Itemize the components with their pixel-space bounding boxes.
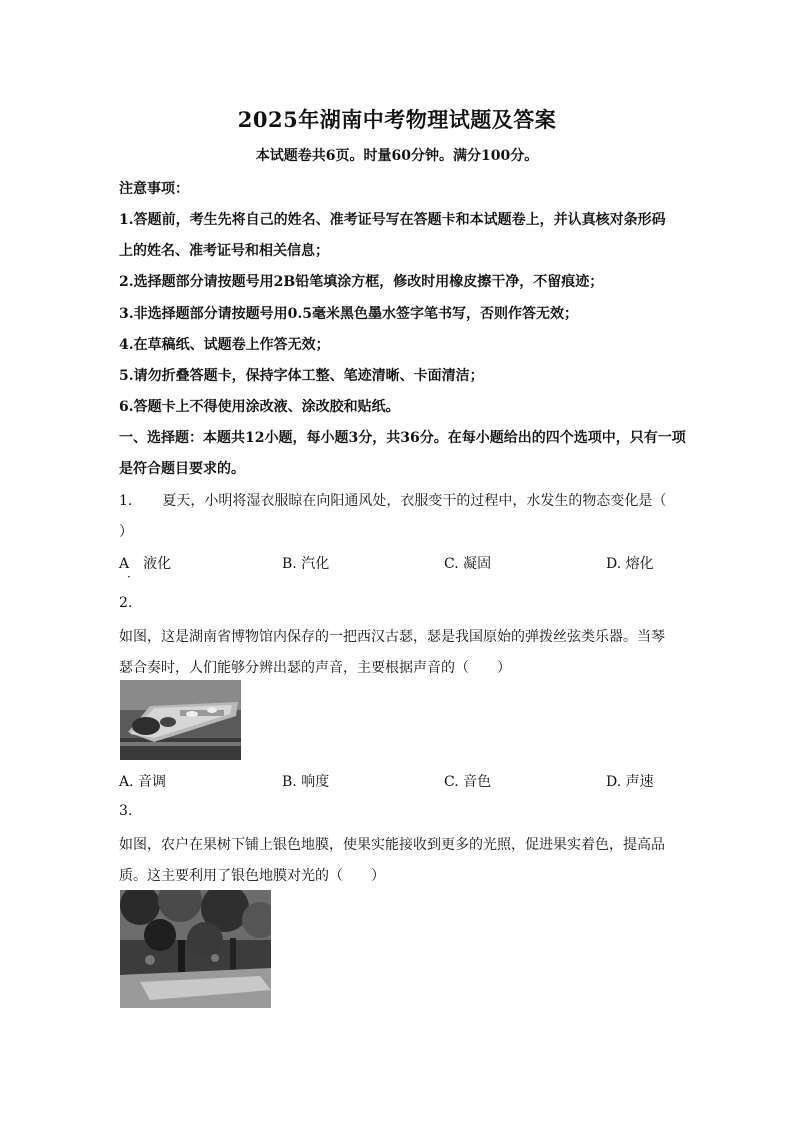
- note-line: 上的姓名、准考证号和相关信息；: [119, 243, 329, 259]
- question-2-number: 2.: [119, 595, 133, 611]
- section-heading: 是符合题目要求的。: [119, 461, 245, 477]
- section-heading: 一、选择题：本题共12小题，每小题3分，共36分。在每小题给出的四个选项中，只有一项: [119, 430, 686, 446]
- option-c: C. 音色: [444, 774, 492, 790]
- question-1-stem: [119, 490, 666, 510]
- question-3-number: 3.: [119, 803, 133, 819]
- question-2-stem-cont: 瑟合奏时，人们能够分辨出瑟的声音，主要根据声音的（ ）: [119, 660, 511, 676]
- option-b: B. 汽化: [282, 556, 330, 572]
- note-line: 3.非选择题部分请按题号用0.5毫米黑色墨水签字笔书写，否则作答无效；: [119, 306, 578, 322]
- document-subtitle: 本试题卷共6页。时量60分钟。满分100分。: [255, 148, 539, 164]
- note-line: 4.在草稿纸、试题卷上作答无效；: [119, 337, 330, 353]
- question-text: 夏天，小明将湿衣服晾在向阳通风处，衣服变干的过程中，水发生的物态变化是（: [162, 493, 667, 509]
- note-line: 6.答题卡上不得使用涂改液、涂改胶和贴纸。: [119, 399, 400, 415]
- question-number: 1.: [119, 493, 133, 509]
- option-b: B. 响度: [282, 774, 330, 790]
- question-3-stem-cont: 质。这主要利用了银色地膜对光的（ ）: [119, 868, 385, 884]
- option-a: A. 音调: [119, 774, 167, 790]
- question-1-stem-cont: ）: [119, 524, 133, 540]
- note-line: 1.答题前，考生先将自己的姓名、准考证号写在答题卡和本试题卷上，并认真核对条形码: [119, 212, 666, 228]
- notes-heading: 注意事项：: [119, 181, 189, 197]
- document-title: 2025年湖南中考物理试题及答案: [237, 107, 557, 132]
- question-3-stem: 如图，农户在果树下铺上银色地膜，使果实能接收到更多的光照，促进果实着色，提高品: [119, 837, 665, 853]
- note-line: 2.选择题部分请按题号用2B铅笔填涂方框，修改时用橡皮擦干净，不留痕迹；: [119, 274, 604, 290]
- option-d: D. 声速: [606, 774, 654, 790]
- option-c: C. 凝固: [444, 556, 492, 572]
- stray-dot: ·: [127, 570, 131, 584]
- orchard-reflective-film-photo: [120, 890, 271, 1008]
- option-a: A 液化: [119, 556, 172, 572]
- note-line: 5.请勿折叠答题卡，保持字体工整、笔迹清晰、卡面清洁；: [119, 368, 484, 384]
- question-2-stem: 如图，这是湖南省博物馆内保存的一把西汉古瑟，瑟是我国原始的弹拨丝弦类乐器。当琴: [119, 629, 665, 645]
- ancient-se-instrument-photo: [120, 680, 241, 760]
- option-d: D. 熔化: [606, 556, 654, 572]
